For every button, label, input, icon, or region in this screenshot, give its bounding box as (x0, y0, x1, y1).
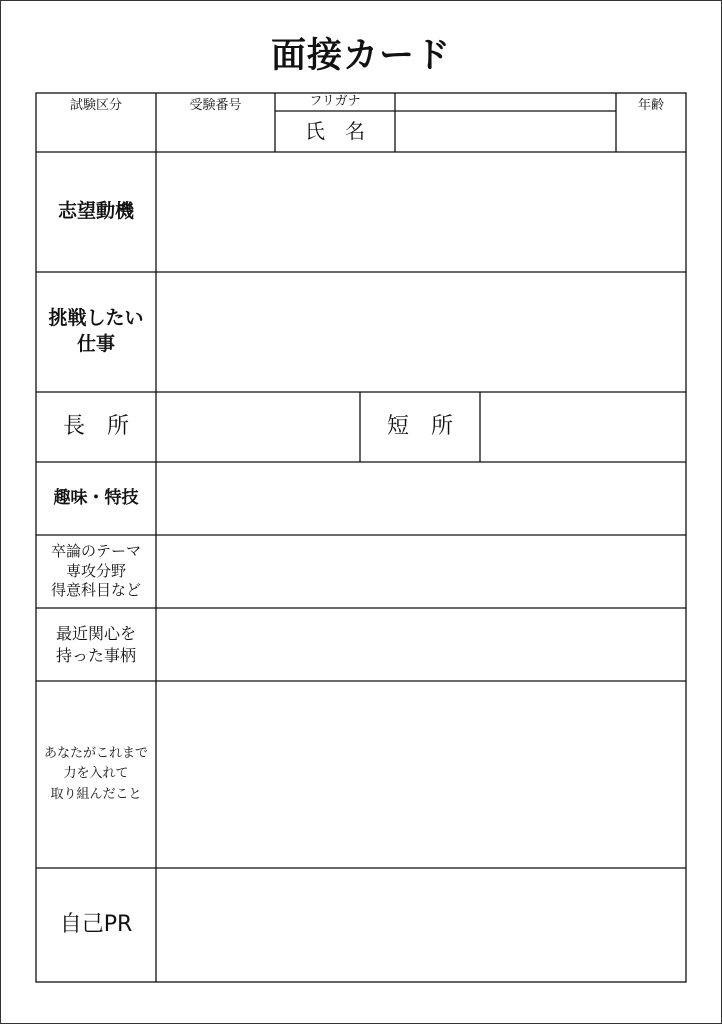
effort-label: あなたがこれまで 力を入れて 取り組んだこと (43, 746, 148, 802)
weaknesses-input[interactable] (482, 394, 684, 460)
hobbies-label: 趣味・特技 (53, 488, 139, 509)
age-input[interactable] (620, 118, 682, 148)
name-label: 氏 名 (305, 119, 365, 143)
age-label: 年齢 (637, 98, 664, 113)
furigana-label: フリガナ (309, 94, 361, 110)
weaknesses-label: 短 所 (386, 414, 453, 440)
recent-interest-label: 最近関心を 持った事柄 (55, 623, 136, 665)
thesis-label: 卒論のテーマ 専攻分野 得意科目など (50, 542, 141, 600)
name-input[interactable] (396, 112, 615, 151)
hobbies-input[interactable] (158, 464, 684, 533)
challenge-job-input[interactable] (158, 274, 684, 390)
recent-interest-input[interactable] (158, 610, 684, 679)
strengths-input[interactable] (158, 394, 358, 460)
thesis-input[interactable] (158, 537, 684, 606)
motivation-label: 志望動機 (57, 200, 134, 223)
self-pr-input[interactable] (158, 870, 684, 980)
effort-input[interactable] (158, 683, 684, 866)
exam-number-label: 受験番号 (189, 98, 242, 113)
strengths-label: 長 所 (62, 414, 129, 440)
page-title: 面接カード (270, 36, 451, 76)
furigana-input[interactable] (396, 94, 615, 110)
exam-number-input[interactable] (160, 118, 271, 148)
self-pr-label: 自己PR (59, 912, 133, 938)
exam-category-input[interactable] (40, 118, 152, 148)
motivation-input[interactable] (158, 154, 684, 270)
challenge-job-label: 挑戦したい 仕事 (48, 307, 144, 355)
exam-category-label: 試験区分 (69, 98, 122, 113)
